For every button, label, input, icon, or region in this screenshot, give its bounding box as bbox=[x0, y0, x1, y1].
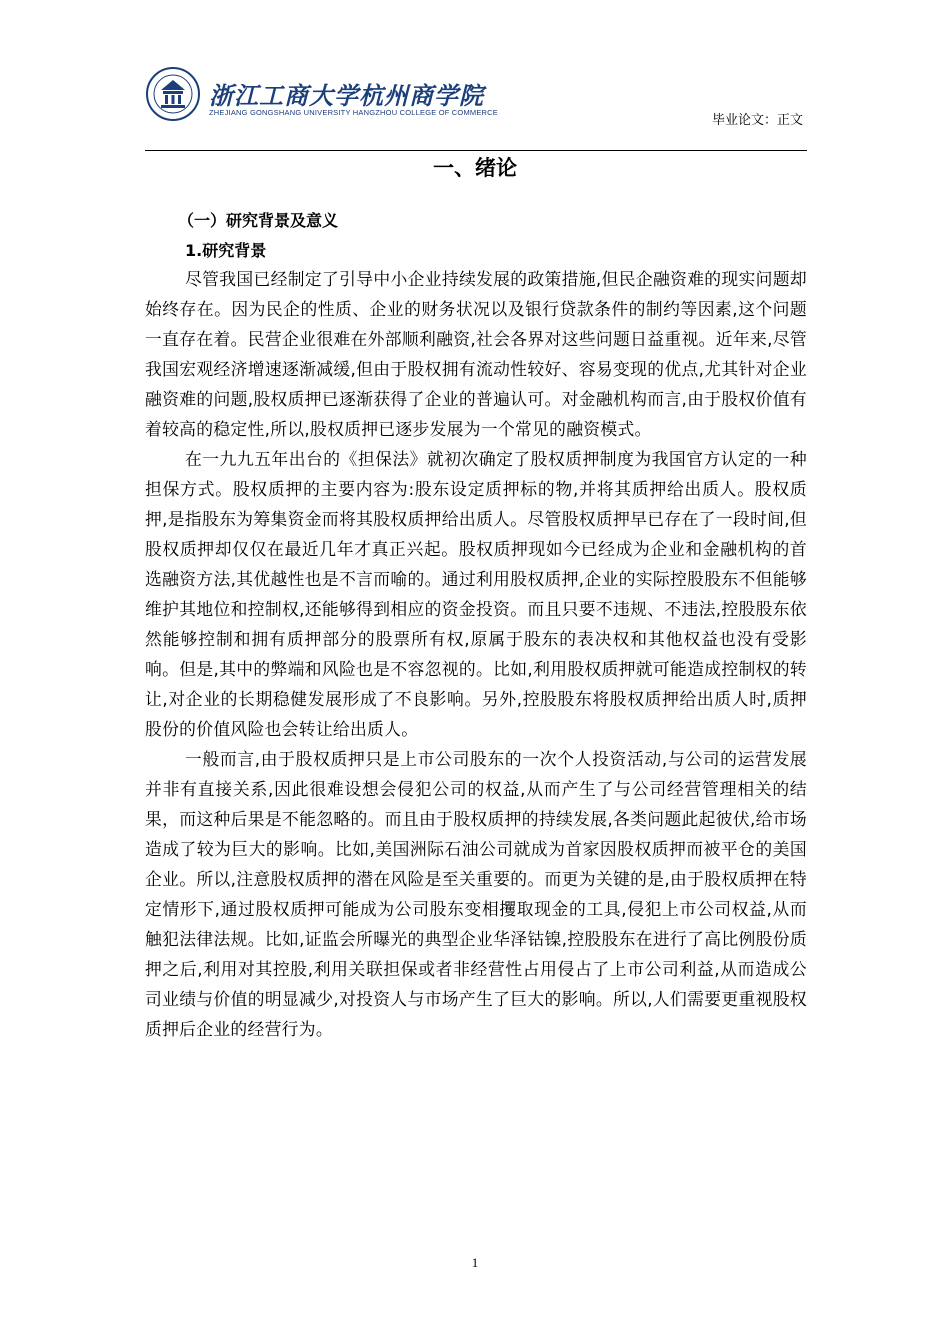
subsection-title: 1.研究背景 bbox=[185, 241, 267, 260]
body-text bbox=[145, 264, 807, 1044]
page-header bbox=[145, 62, 807, 152]
school-name-en: ZHEJIANG GONGSHANG UNIVERSITY HANGZHOU COLLEGE OF COMMERCE bbox=[209, 108, 498, 117]
doc-label: 毕业论文：正文 bbox=[711, 113, 803, 128]
paragraph: 在一九九五年出台的《担保法》就初次确定了股权质押制度为我国官方认定的一种担保方式。股权质押的主要内容为:股东设定质押标的物,并将其质押给出质人。股权质押,是指股东为筹集资金而将其股权质押给出质人。尽管股权质押早已存在了一段时间,但股权质押却仅仅在最近几年才真正兴起。股权质押现如今已经成为企业和金融机构的首选融资方法,其优越性也是不言而喻的。通过利用股权质押,企业的实际控股股东不但能够维护其地位和控制权,还能够得到相应的资金投资。而且只要不违规、不违法,控股股东依然能够控制和拥有质押部分的股票所有权,原属于股东的表决权和其他权益也没有受影响。但是,其中的弊端和风险也是不容忽视的。比如,利用股权质押就可能造成控制权的转让,对企业的长期稳健发展形成了不良影响。另外,控股股东将股权质押给出质人时,质押股份的价值风险也会转让给出质人。 bbox=[145, 449, 807, 739]
section-title: （一）研究背景及意义 bbox=[178, 211, 339, 230]
header-divider bbox=[145, 150, 807, 151]
university-seal-icon bbox=[145, 66, 201, 122]
school-name-cn: 浙江工商大学杭州商学院 bbox=[209, 82, 484, 110]
paragraph: 尽管我国已经制定了引导中小企业持续发展的政策措施,但民企融资难的现实问题却始终存在。因为民企的性质、企业的财务状况以及银行贷款条件的制约等因素,这个问题一直存在着。民营企业很难在外部顺利融资,社会各界对这些问题日益重视。近年来,尽管我国宏观经济增速逐渐减缓,但由于股权拥有流动性较好、容易变现的优点,尤其针对企业融资难的问题,股权质押已逐渐获得了企业的普遍认可。对金融机构而言,由于股权价值有着较高的稳定性,所以,股权质押已逐步发展为一个常见的融资模式。 bbox=[145, 269, 807, 439]
chapter-title: 一、绪论 bbox=[433, 156, 517, 180]
page-number: 1 bbox=[471, 1255, 479, 1270]
paragraph: 一般而言,由于股权质押只是上市公司股东的一次个人投资活动,与公司的运营发展并非有直接关系,因此很难设想会侵犯公司的权益,从而产生了与公司经营管理相关的结果，而这种后果是不能忽略的。而且由于股权质押的持续发展,各类问题此起彼伏,给市场造成了较为巨大的影响。比如,美国洲际石油公司就成为首家因股权质押而被平仓的美国企业。所以,注意股权质押的潜在风险是至关重要的。而更为关键的是,由于股权质押在特定情形下,通过股权质押可能成为公司股东变相攫取现金的工具,侵犯上市公司权益,从而触犯法律法规。比如,证监会所曝光的典型企业华泽钴镍,控股股东在进行了高比例股份质押之后,利用对其控股,利用关联担保或者非经营性占用侵占了上市公司利益,从而造成公司业绩与价值的明显减少,对投资人与市场产生了巨大的影响。所以,人们需要更重视股权质押后企业的经营行为。 bbox=[145, 749, 807, 1039]
